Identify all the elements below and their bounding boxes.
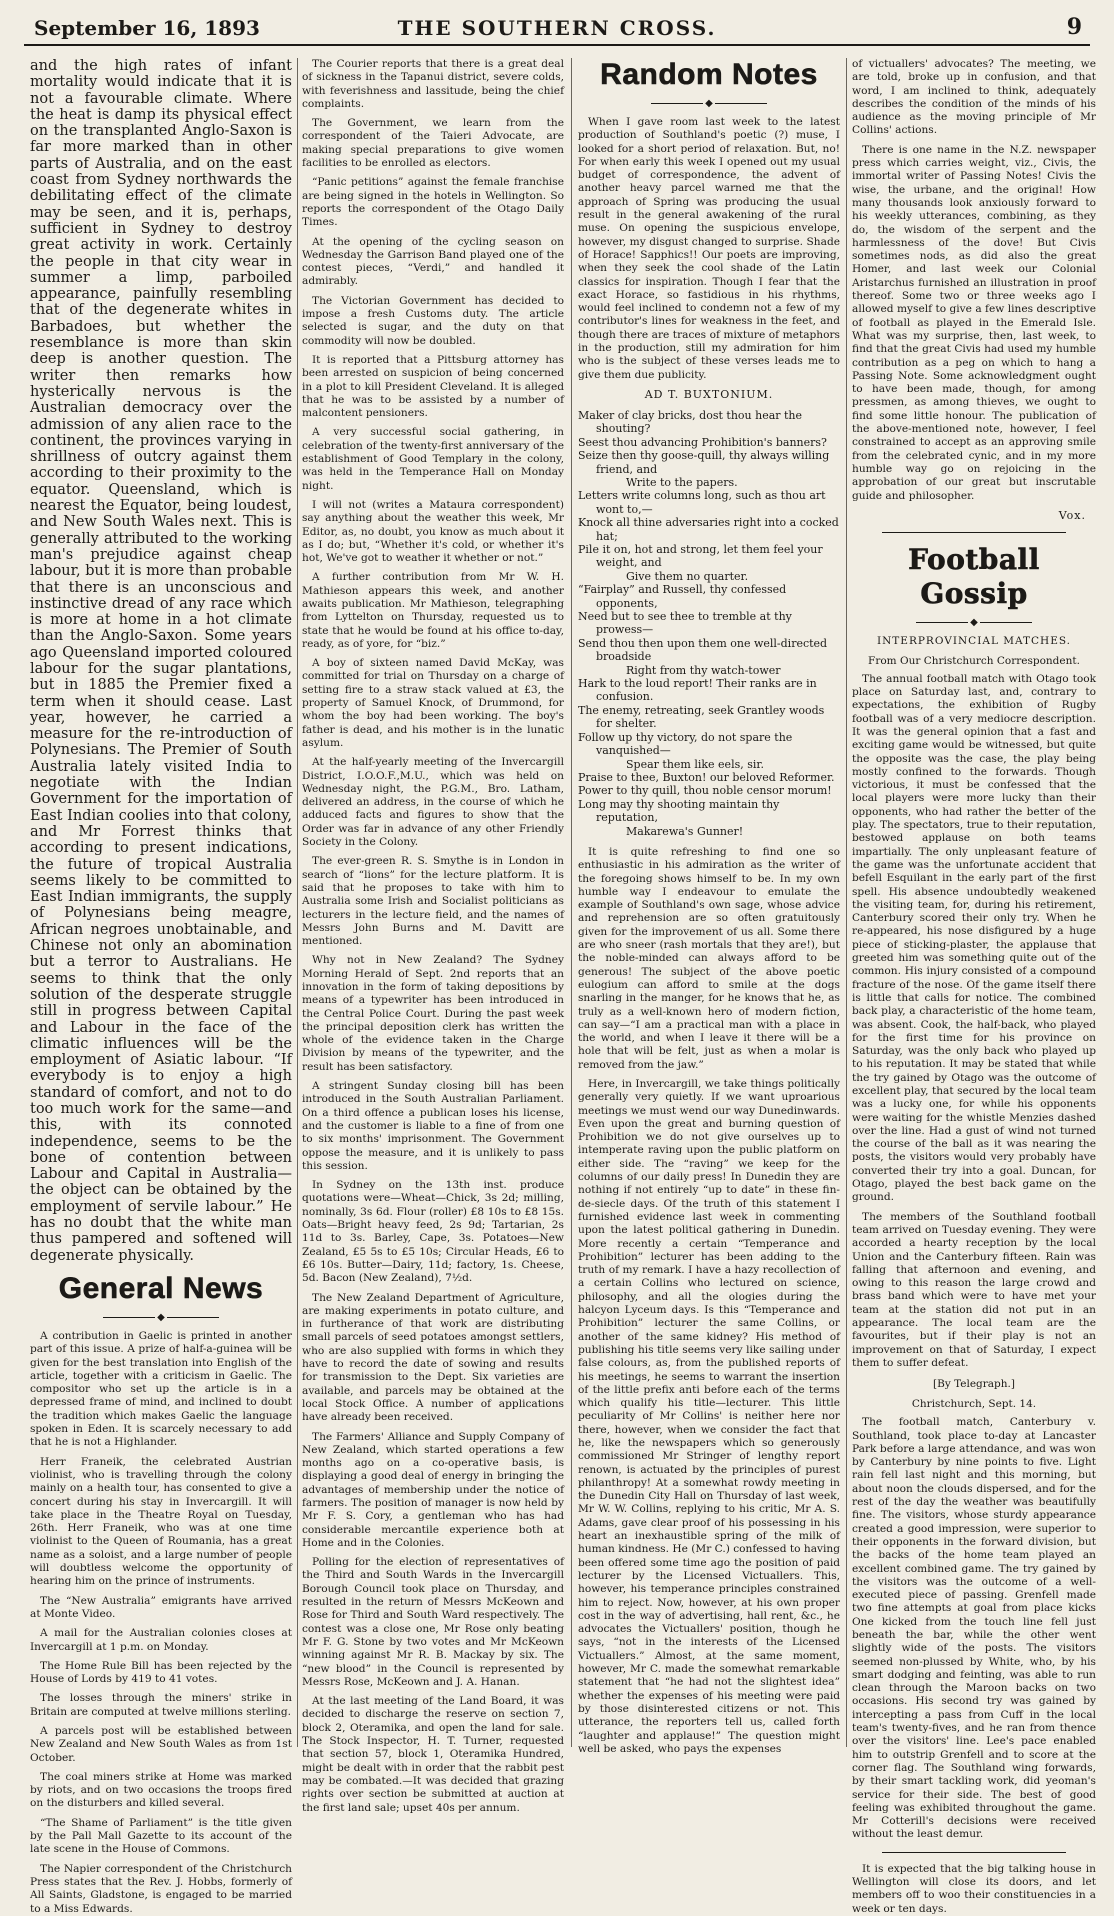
news-paragraph: The Napier correspondent of the Christchurch Press states that the Rev. J. Hobbs, formerly of All Saints, Gladstone, is engaged to be married to a Miss Edwards. (30, 1862, 292, 1915)
poem-line: Maker of clay bricks, dost thou hear the shouting? (578, 408, 803, 436)
poem-line: “Fairplay” and Russell, thy confessed opponents, (578, 583, 787, 610)
column-rule (297, 58, 298, 1747)
poem-line: The enemy, retreating, seek Grantley woods for shelter. (578, 703, 825, 731)
poem-line: Seest thou advancing Prohibition's banners? (578, 435, 827, 449)
news-paragraph: Herr Franeik, the celebrated Austrian violinist, who is travelling through the colony mainly on a health tour, has consented to give a concert during his stay in Invercargill. It will take place in the Theatre Royal on Tuesday, 26th. Herr Franeik, who was at one time violinist to the Queen of Roumania, has a great name as a soloist, and a large number of people will doubtless welcome the opportunity of hearing him on the prince of instruments. (30, 1455, 292, 1588)
poem-line: Hark to the loud report! Their ranks are in confusion. (578, 677, 817, 704)
poem-line: Send thou then upon them one well-directed broadside (578, 636, 828, 664)
poem-line: Long may thy shooting maintain thy reputation, (578, 797, 780, 825)
notes-paragraph: When I gave room last week to the latest production of Southland's poetic (?) muse, I looked for a short period of relaxation. But, no! For when early this week I opened out my usual budget of correspondence, the advent of another heavy parcel warned me that the approach of Spring was producing the usual result in the general awakening of the rural muse. On opening the suspicious envelope, however, my disgust changed to surprise. Shade of Horace! Sapphics!! Our poets are improving, when they seek the cool shade of the Latin classics for inspiration. Though I fear that the exact Horace, so fastidious in his rhythms, would feel inclined to condemn not a few of my contributor's lines for weakness in the feet, and though there are traces of mixture of metaphors in the production, still my admiration for him who is the subject of these verses leads me to give them due publicity. (578, 116, 840, 381)
telegraph-credit: [By Telegraph.] (933, 1378, 1015, 1391)
poem-title: AD T. BUXTONIUM. (644, 387, 774, 401)
news-paragraph: “The Shame of Parliament” is the title given by the Pall Mall Gazette to its account of the late scene in the House of Commons. (30, 1816, 292, 1856)
poem-line: Pile it on, hot and strong, let them feel your weight, and (578, 543, 823, 570)
news-paragraph: It is reported that a Pittsburg attorney has been arrested on suspicion of being concerned in a plot to kill President Cleveland. It is alleged that he was to be assisted by a number of malcontent pensioners. (302, 353, 564, 420)
random-notes-title: Random Notes (600, 58, 818, 91)
news-paragraph: A stringent Sunday closing bill has been introduced in the South Australian Parliament. On a third offence a publican loses his license, and the customer is liable to a fine of from one to six months' imprisonment. The Government oppose the measure, and it is unlikely to pass this session. (302, 1080, 564, 1172)
notes-paragraph: There is one name in the N.Z. newspaper press which carries weight, viz., Civis, the immortal writer of Passing Notes! Civis the wise, the urbane, and the original! How many thousands look anxiously forward to his weekly utterances, combining, as they do, the wisdom of the serpent and the harmlessness of the dove! But Civis sometimes nods, as did also the great Homer, and last week our Colonial Aristarchus furnished an illustration in proof thereof. Some two or three weeks ago I allowed myself to give a few lines descriptive of football as played in the Emerald Isle. What was my surprise, then, last week, to find that the great Civis had used my humble contribution as a peg on which to hang a Passing Note. Some acknowledgment ought to have been made, though, for among pressmen, as among thieves, we ought to find some little honour. The publication of the above-mentioned note, however, I feel constrained to accept as an approving smile from the celebrated cynic, and in my more humble way go on rejoicing in the approbation of our great but inscrutable guide and philosopher. (852, 143, 1096, 502)
column-3 (578, 58, 840, 1755)
news-paragraph: The coal miners strike at Home was marked by riots, and on two occasions the troops fired on the disturbers and killed several. (30, 1770, 292, 1810)
football-paragraph: The members of the Southland football team arrived on Tuesday evening. They were accorded a hearty reception by the local Union and the Canterbury fifteen. Rain was falling that afternoon and evening, and owing to this reason the large crowd and brass band which were to have met your team at the station did not put in an appearance. The local team are the favourites, but if their play is not an improvement on that of Saturday, I expect them to suffer defeat. (852, 1210, 1096, 1369)
news-paragraph: At the half-yearly meeting of the Invercargill District, I.O.O.F.,M.U., which was held on Wednesday night, the P.G.M., Bro. Latham, delivered an address, in the course of which he adduced facts and figures to show that the Order was far in advance of any other Friendly Society in the Colony. (302, 756, 564, 849)
news-paragraph: I will not (writes a Mataura correspondent) say anything about the weather this week, Mr Editor, as, no doubt, you know as much about it as I do; but, “Whether it's cold, or whether it's hot, We've got to weather it whether or not.” (302, 498, 564, 565)
news-paragraph: The Victorian Government has decided to impose a fresh Customs duty. The article selected is sugar, and the duty on that commodity will now be doubled. (302, 294, 564, 347)
news-paragraph: In Sydney on the 13th inst. produce quotations were—Wheat—Chick, 3s 2d; milling, nominally, 3s 6d. Flour (roller) £8 10s to £8 15s. Oats—Bright heavy feed, 2s 9d; Tartarian, 2s 11d to 3s. Barley, Cape, 3s. Potatoes—New Zealand, £5 5s to £5 10s; Circular Heads, £6 to £6 10s. Butter—Dairy, 11d; factory, 1s. Cheese, 5d. Bacon (New Zealand), 7½d. (302, 1179, 564, 1285)
news-paragraph: The Courier reports that there is a great deal of sickness in the Tapanui district, severe colds, with feverishness and lassitude, being the chief complaints. (302, 58, 564, 110)
poem-line: Need but to see thee to tremble at thy prowess— (578, 610, 792, 637)
news-paragraph: The “New Australia” emigrants have arrived at Monte Video. (30, 1594, 292, 1620)
news-paragraph: It is expected that the big talking house in Wellington will close its doors, and let members off to woo their constituencies in a week or ten days. (852, 1862, 1096, 1915)
football-paragraph: The football match, Canterbury v. Southland, took place to-day at Lancaster Park before a large attendance, and was won by Canterbury by nine points to five. Light rain fell last night and this morning, but about noon the clouds dispersed, and for the rest of the day the weather was beautifully fine. The visitors, whose sturdy appearance created a good impression, were superior to their opponents in the forward division, but the backs of the home team played an excellent combined game. The try gained by the visitors was the outcome of a well-executed piece of passing. Grenfell made two fine attempts at goal from place kicks One kicked from the touch line fell just beneath the bar, while the other went slightly wide of the posts. The visitors seemed non-plussed by White, who, by his smart dodging and feinting, was able to run clean through the Maroon backs on two occasions. His second try was gained by intercepting a pass from Cuff in the local team's twenty-fives, and he ran from thence over the visitors' line. Lee's pace enabled him to outstrip Grenfell and to score at the corner flag. The Southland wing forwards, by their smart tackling work, did yeoman's service for their side. The best of good feeling was exhibited throughout the game. Mr Cotterill's decisions were received without the least demur. (852, 1416, 1096, 1841)
news-paragraph: At the opening of the cycling season on Wednesday the Garrison Band played one of the contest pieces, “Verdi,” and handled it admirably. (302, 235, 564, 288)
climate-article-body: and the high rates of infant mortality would indicate that it is not a favourable climate. Where the heat is damp its physical effect on the transplanted Anglo-Saxon is far more marked than in other parts of Australia, and on the east coast from Sydney northwards the debilitating effect of the climate may be seen, and it is, perhaps, sufficient in Sydney to destroy great activity in work. Certainly the people in that city wear in summer a limp, parboiled appearance, painfully resembling that of the degenerate whites in Barbadoes, but whether the resemblance is more than skin deep is another question. The writer then remarks how hysterically nervous is the Australian democracy over the admission of any alien race to the continent, the provinces varying in shrillness of outcry against them according to their proximity to the equator. Queensland, which is nearest the Equator, being loudest, and New South Wales next. This is generally attributed to the working man's prejudice against cheap labour, but it is more than probable that there is an unconscious and instinctive dread of any race which is more at home in a hot climate than the Anglo-Saxon. Some years ago Queensland imported coloured labour for the sugar plantations, but in 1885 the Premier fixed a term when it should cease. Last year, however, he carried a measure for the re-introduction of Polynesians. The Premier of South Australia lately visited India to negotiate with the Indian Government for the importation of East Indian coolies into that colony, and Mr Forrest thinks that according to present indications, the future of tropical Australia seems likely to be committed to East Indian immigrants, the supply of Polynesians being meagre, African negroes unobtainable, and Chinese not only an abomination but a terror to Australians. He seems to think that the only solution of the desperate struggle still in progress between Capital and Labour in the face of the climatic influences will be the employment of Asiatic labour. “If everybody is to enjoy a high standard of comfort, and not to do too much work for the same—and this, with its connoted independence, seems to be the bone of contention between Labour and Capital in Australia—the object can be obtained by the employment of servile labour.” He has no doubt that the white man thus pampered and softened will degenerate physically. (30, 58, 292, 1264)
column-1 (30, 58, 292, 1915)
section-subheading: INTERPROVINCIAL MATCHES. (876, 634, 1072, 647)
notes-paragraph: Here, in Invercargill, we take things politically generally very quietly. If we want uproarious meetings we must wend our way Dunedinwards. Even upon the great and burning question of Prohibition we do not give ourselves up to intemperate raving upon the public platform on either side. The “raving” we keep for the columns of our daily press! In Dunedin they are nothing if not entirely “up to date” in these fin-de-siecle days. Of the truth of this statement I furnished evidence last week in commenting upon the latest political gathering in Dunedin. More recently a certain “Temperance and Prohibition” lecturer has been adding to the truth of my remark. I have a hazy recollection of a certain Collins who lectured on science, philosophy, and all the ologies during the halcyon Lyceum days. Is this “Temperance and Prohibition” lecturer the same Collins, or another of the same kidney? His method of publishing his title seems very like sailing under false colours, as, from the published reports of his meetings, he seems to warrant the insertion of the little prefix anti before each of the terms which qualify his title—lecturer. This little peculiarity of Mr Collins' is neither here nor there, however, when we consider the fact that he, like the newspapers which so generously commissioned Mr Stringer of lengthy report renown, is actuated by the principles of purest philanthropy! At a somewhat rowdy meeting in the Dunedin City Hall on Thursday of last week, Mr W. W. Collins, replying to his critic, Mr A. S. Adams, gave clear proof of his possessing in his heart an inexhaustible spring of the milk of human kindness. He (Mr C.) confessed to having been offered some time ago the position of paid lecturer by the Licensed Victuallers. This, however, his temperance principles constrained him to reject. Now, however, at his own proper cost in the way of advertising, hall rent, &c., he advocates the Victuallers' position, though he says, “not in the interests of the Licensed Victuallers.” Almost, at the same moment, however, Mr C. made the somewhat remarkable statement that “he had not the slightest idea” whether the expenses of his meeting were paid by those disinterested citizens or not. This utterance, the reporters tell us, called forth “laughter and applause!” The question might well be asked, who pays the expenses (578, 1077, 840, 1755)
poem-line: Seize then thy goose-quill, thy always willing friend, and (578, 449, 830, 476)
page-number: 9 (1066, 14, 1082, 40)
poem-line: Knock all thine adversaries right into a cocked hat; (578, 516, 839, 543)
poem-line: Right from thy watch-tower (626, 663, 781, 677)
column-rule (571, 58, 572, 1747)
notes-paragraph: of victuallers' advocates? The meeting, we are told, broke up in confusion, and that word, I am inclined to think, adequately describes the condition of the minds of his audience as the moving principle of Mr Collins' actions. (852, 58, 1096, 137)
news-paragraph: The ever-green R. S. Smythe is in London in search of “lions” for the lecture platform. It is said that he proposes to take with him to Australia some Irish and Socialist politicians as lecturers in the lecture field, and the names of Messrs John Burns and M. Davitt are mentioned. (302, 855, 564, 948)
poem-line: Praise to thee, Buxton! our beloved Reformer. (578, 770, 835, 784)
poem-line: Makarewa's Gunner! (626, 824, 744, 838)
news-paragraph: Why not in New Zealand? The Sydney Morning Herald of Sept. 2nd reports that an innovation in the form of taking depositions by means of a typewriter has been introduced in the Central Police Court. During the past week the principal deposition clerk has written the whole of the evidence taken in the Charge Division by means of the typewriter, and the result has been satisfactory. (302, 954, 564, 1073)
column-2 (302, 58, 564, 1814)
general-news-title: General News (58, 1271, 264, 1305)
poem-line: Give them no quarter. (626, 569, 749, 583)
section-divider (882, 532, 1066, 533)
poem (578, 409, 840, 838)
news-paragraph: Polling for the election of representatives of the Third and South Wards in the Invercargill Borough Council took place on Thursday, and resulted in the return of Messrs McKeown and Rose for Third and South Ward respectively. The contest was a close one, Mr Rose only beating Mr F. G. Stone by two votes and Mr McKeown winning against Mr R. B. Mackay by six. The “new blood” in the Council is represented by Messrs Rose, McKeown and J. A. Hanan. (302, 1556, 564, 1688)
news-paragraph: A parcels post will be established between New Zealand and New South Wales as from 1st October. (30, 1724, 292, 1764)
ornament-divider: ◆ (578, 98, 840, 110)
football-gossip-heading (852, 543, 1096, 611)
author-signature: Vox. (1058, 508, 1086, 522)
news-paragraph: A very successful social gathering, in celebration of the twenty-first anniversary of the establishment of Good Templary in the colony, was held in the Temperance Hall on Monday night. (302, 426, 564, 492)
news-paragraph: At the last meeting of the Land Board, it was decided to discharge the reserve on section 7, block 2, Oteramika, and open the land for sale. The Stock Inspector, H. T. Turner, requested that section 57, block 1, Oteramika Hundred, might be dealt with in order that the rabbit pest may be combated.—It was decided that grazing rights over section be submitted at auction at the first land sale; upset 40s per annum. (302, 1695, 564, 1814)
football-paragraph: The annual football match with Otago took place on Saturday last, and, contrary to expectations, the exhibition of Rugby football was of a very mediocre description. It was the general opinion that a fast and exciting game would be witnessed, but quite the opposite was the case, the play being mostly confined to the forwards. Though victorious, it must be confessed that the local players were more lucky than their opponents, who had rather the better of the play. The spectators, true to their reputation, bestowed applause on both teams impartially. The only unpleasant feature of the game was the unfortunate accident that befell Esquilant in the early part of the first spell. His absence undoubtedly weakened the visiting team, for, during his retirement, Canterbury scored their only try. When he re-appeared, his nose disfigured by a huge piece of sticking-plaster, the applause that greeted him was something quite out of the common. His injury consisted of a compound fracture of the nose. Of the game itself there is little that calls for notice. The combined back play, a characteristic of the home team, was absent. Cook, the half-back, who played for the first time for his province on Saturday, was the only back who played up to his reputation. It may be stated that while the try gained by Otago was the outcome of excellent play, that secured by the local team was a lucky one, for while his opponents were waiting for the whistle Menzies dashed over the line. Had a gust of wind not turned the course of the ball as it was nearing the posts, the visitors would very probably have converted their try into a goal. Duncan, for Otago, played the best back game on the ground. (852, 672, 1096, 1204)
section-divider (882, 1852, 1066, 1853)
correspondent-credit: From Our Christchurch Correspondent. (868, 654, 1080, 667)
poem-line: Spear them like eels, sir. (626, 757, 764, 771)
news-paragraph: The New Zealand Department of Agriculture, are making experiments in potato culture, and in furtherance of that work are distributing small parcels of seed potatoes amongst settlers, who are also supplied with forms in which they have to record the date of sowing and results for transmission to the Dept. Six varieties are available, and parcels may be obtained at the local Stock Office. A number of applications have already been received. (302, 1291, 564, 1424)
column-rule (846, 58, 847, 1747)
column-4 (852, 58, 1096, 1915)
poem-line: Letters write columns long, such as thou art wont to,— (578, 489, 826, 516)
news-paragraph: A mail for the Australian colonies closes at Invercargill at 1 p.m. on Monday. (30, 1627, 292, 1653)
news-paragraph: The Government, we learn from the correspondent of the Taieri Advocate, are making special preparations to give women facilities to be enrolled as electors. (302, 117, 564, 170)
news-paragraph: A further contribution from Mr W. H. Mathieson appears this week, and another awaits publication. Mr Mathieson, telegraphing from Lyttelton on Thursday, requested us to state that he would be found at his office to-day, ready, as of yore, for “biz.” (302, 571, 564, 650)
newspaper-title: THE SOUTHERN CROSS. (397, 16, 717, 40)
news-paragraph: A contribution in Gaelic is printed in another part of this issue. A prize of half-a-guinea will be given for the best translation into English of the article, together with a criticism in Gaelic. The compositor who set up the article is in a depressed frame of mind, and inclined to doubt the tradition which makes Gaelic the language spoken in Eden. It is scarcely necessary to add that he is not a Highlander. (30, 1329, 292, 1449)
poem-line: Power to thy quill, thou noble censor morum! (578, 784, 832, 798)
poem-line: Write to the papers. (626, 475, 738, 489)
ornament-divider: ◆ (30, 1312, 292, 1324)
news-paragraph: A boy of sixteen named David McKay, was committed for trial on Thursday on a charge of setting fire to a straw stack valued at £3, the property of Samuel Knock, of Drummond, for whom the boy had been working. The boy's father is dead, and his mother is in the lunatic asylum. (302, 657, 564, 749)
masthead (24, 14, 1090, 46)
poem-line: Follow up thy victory, do not spare the vanquished— (578, 730, 793, 758)
news-paragraph: The Farmers' Alliance and Supply Company of New Zealand, which started operations a few months ago on a co-operative basis, is displaying a good deal of energy in bringing the advantages of membership under the notice of farmers. The position of manager is now held by Mr F. S. Cory, a gentleman who has had considerable mercantile experience both at Home and in the Colonies. (302, 1430, 564, 1549)
notes-paragraph: It is quite refreshing to find one so enthusiastic in his admiration as the writer of the foregoing shows himself to be. In my own humble way I endeavour to emulate the example of Southland's own sage, whose advice and reprehension are so often gratuitously given for the improvement of us all. Some there are who sneer (rash mortals that they are!), but the noble-minded can always afford to be generous! The subject of the above poetic eulogium can afford to smile at the dogs snarling in the manger, for he knows that he, as truly as a well-known hero of modern fiction, can say—“I am a practical man with a place in the world, and when I leave it there will be a hole that will be felt, just as when a molar is removed from the jaw.” (578, 845, 840, 1071)
news-paragraph: The Home Rule Bill has been rejected by the House of Lords by 419 to 41 votes. (30, 1659, 292, 1686)
issue-date: September 16, 1893 (34, 16, 260, 40)
news-paragraph: “Panic petitions” against the female franchise are being signed in the hotels in Wellington. So reports the correspondent of the Otago Daily Times. (302, 176, 564, 229)
random-notes-heading (578, 58, 840, 92)
football-gossip-title: Football Gossip (908, 542, 1040, 610)
general-news-heading (30, 1272, 292, 1306)
ornament-divider: ◆ (852, 617, 1096, 629)
dateline: Christchurch, Sept. 14. (911, 1398, 1037, 1411)
news-paragraph: The losses through the miners' strike in Britain are computed at twelve millions sterling. (30, 1692, 292, 1718)
